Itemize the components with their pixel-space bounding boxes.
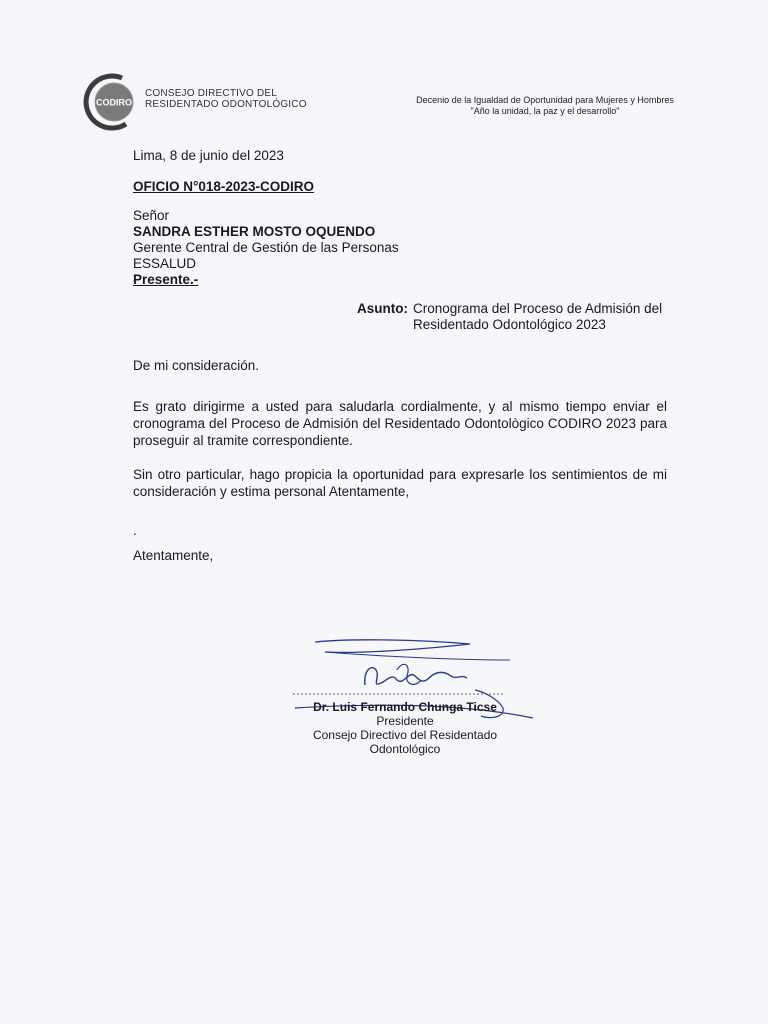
letter-reference: OFICIO N°018-2023-CODIRO bbox=[133, 179, 314, 194]
recipient-title: Gerente Central de Gestión de las Personas bbox=[133, 240, 399, 255]
signatory-org-line1: Consejo Directivo del Residentado bbox=[312, 728, 498, 742]
org-name-line1: CONSEJO DIRECTIVO DEL bbox=[145, 88, 277, 99]
separator-dot: . bbox=[133, 523, 137, 538]
signatory-name: Dr. Luis Fernando Chunga Ticse bbox=[313, 700, 497, 714]
organization-name bbox=[145, 88, 307, 110]
decenio-header bbox=[380, 95, 710, 117]
signature-block bbox=[290, 700, 520, 756]
subject-label: Asunto: bbox=[357, 301, 408, 316]
presente: Presente.- bbox=[133, 272, 199, 287]
logo-text: CODIRO bbox=[96, 97, 132, 108]
decenio-line1: Decenio de la Igualdad de Oportunidad para Mujeres y Hombres bbox=[416, 95, 674, 105]
subject-line1: Cronograma del Proceso de Admisión del bbox=[413, 301, 663, 316]
body-paragraph-2: Sin otro particular, hago propicia la oportunidad para expresarle los sentimientos de mi consideración y estima personal Atentamente, bbox=[133, 467, 667, 499]
closing: Atentamente, bbox=[133, 548, 214, 563]
decenio-line2: "Año la unidad, la paz y el desarrollo" bbox=[470, 106, 620, 116]
recipient-org: ESSALUD bbox=[133, 256, 197, 271]
salutation: Señor bbox=[133, 208, 170, 223]
body-paragraph-1: Es grato dirigirme a usted para saludarla cordialmente, y al mismo tiempo enviar el cronograma del Proceso de Admisión del Residentado Odontològico CODIRO 2023 para proseguir al tramite correspondiente. bbox=[133, 399, 667, 448]
org-name-line2: RESIDENTADO ODONTOLÓGICO bbox=[145, 99, 307, 110]
signatory-org-line2: Odontológico bbox=[369, 742, 441, 756]
greeting: De mi consideración. bbox=[133, 358, 260, 373]
subject-line2: Residentado Odontológico 2023 bbox=[413, 317, 606, 332]
signatory-role: Presidente bbox=[376, 714, 434, 728]
recipient-name: SANDRA ESTHER MOSTO OQUENDO bbox=[133, 224, 376, 239]
letter-date: Lima, 8 de junio del 2023 bbox=[133, 148, 284, 163]
codiro-logo bbox=[82, 72, 142, 132]
